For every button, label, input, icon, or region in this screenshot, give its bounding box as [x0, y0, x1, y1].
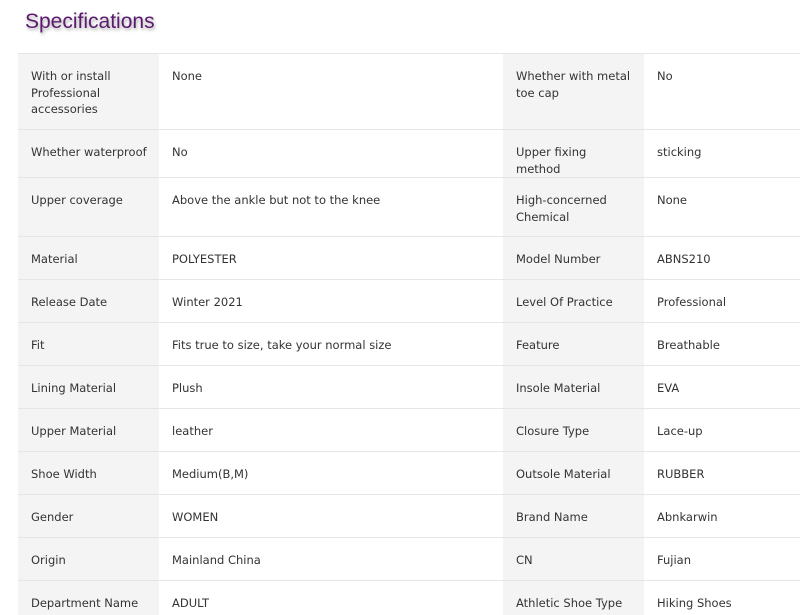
spec-label: Model Number [503, 237, 644, 280]
spec-value: Fits true to size, take your normal size [159, 323, 503, 366]
spec-value: Fujian [644, 538, 800, 581]
spec-label: Origin [18, 538, 159, 581]
spec-value: RUBBER [644, 452, 800, 495]
spec-value: POLYESTER [159, 237, 503, 280]
spec-value: ADULT [159, 581, 503, 615]
spec-label: Upper Material [18, 409, 159, 452]
spec-label: Material [18, 237, 159, 280]
spec-label: Level Of Practice [503, 280, 644, 323]
spec-label: Athletic Shoe Type [503, 581, 644, 615]
spec-value: Professional [644, 280, 800, 323]
table-row [18, 409, 800, 452]
spec-value: Breathable [644, 323, 800, 366]
spec-label: Fit [18, 323, 159, 366]
spec-label: Lining Material [18, 366, 159, 409]
spec-value: No [159, 130, 503, 178]
table-row [18, 323, 800, 366]
spec-label: High-concerned Chemical [503, 178, 644, 237]
spec-value: EVA [644, 366, 800, 409]
spec-value: Winter 2021 [159, 280, 503, 323]
spec-value: Hiking Shoes [644, 581, 800, 615]
spec-value: WOMEN [159, 495, 503, 538]
spec-label: Insole Material [503, 366, 644, 409]
table-row [18, 538, 800, 581]
table-row [18, 237, 800, 280]
spec-value: sticking [644, 130, 800, 178]
spec-label: Release Date [18, 280, 159, 323]
spec-label: Brand Name [503, 495, 644, 538]
spec-label: Whether with metal toe cap [503, 54, 644, 130]
spec-value: Mainland China [159, 538, 503, 581]
specifications-table [18, 53, 800, 615]
spec-value: Lace-up [644, 409, 800, 452]
table-row [18, 178, 800, 237]
spec-value: None [159, 54, 503, 130]
spec-label: Gender [18, 495, 159, 538]
table-row [18, 581, 800, 615]
spec-label: Whether waterproof [18, 130, 159, 178]
spec-label: Feature [503, 323, 644, 366]
table-row [18, 495, 800, 538]
spec-label: CN [503, 538, 644, 581]
spec-value: ABNS210 [644, 237, 800, 280]
spec-value: Above the ankle but not to the knee [159, 178, 503, 237]
spec-value: Medium(B,M) [159, 452, 503, 495]
spec-label: With or install Professional accessories [18, 54, 159, 130]
spec-label: Upper fixing method [503, 130, 644, 178]
table-row [18, 366, 800, 409]
spec-value: leather [159, 409, 503, 452]
table-row [18, 452, 800, 495]
spec-value: Plush [159, 366, 503, 409]
spec-label: Upper coverage [18, 178, 159, 237]
table-row [18, 54, 800, 130]
spec-value: Abnkarwin [644, 495, 800, 538]
spec-label: Shoe Width [18, 452, 159, 495]
spec-value: None [644, 178, 800, 237]
spec-value: No [644, 54, 800, 130]
table-row [18, 280, 800, 323]
spec-label: Closure Type [503, 409, 644, 452]
spec-label: Outsole Material [503, 452, 644, 495]
table-row [18, 130, 800, 178]
spec-label: Department Name [18, 581, 159, 615]
page-title: Specifications [25, 10, 155, 33]
